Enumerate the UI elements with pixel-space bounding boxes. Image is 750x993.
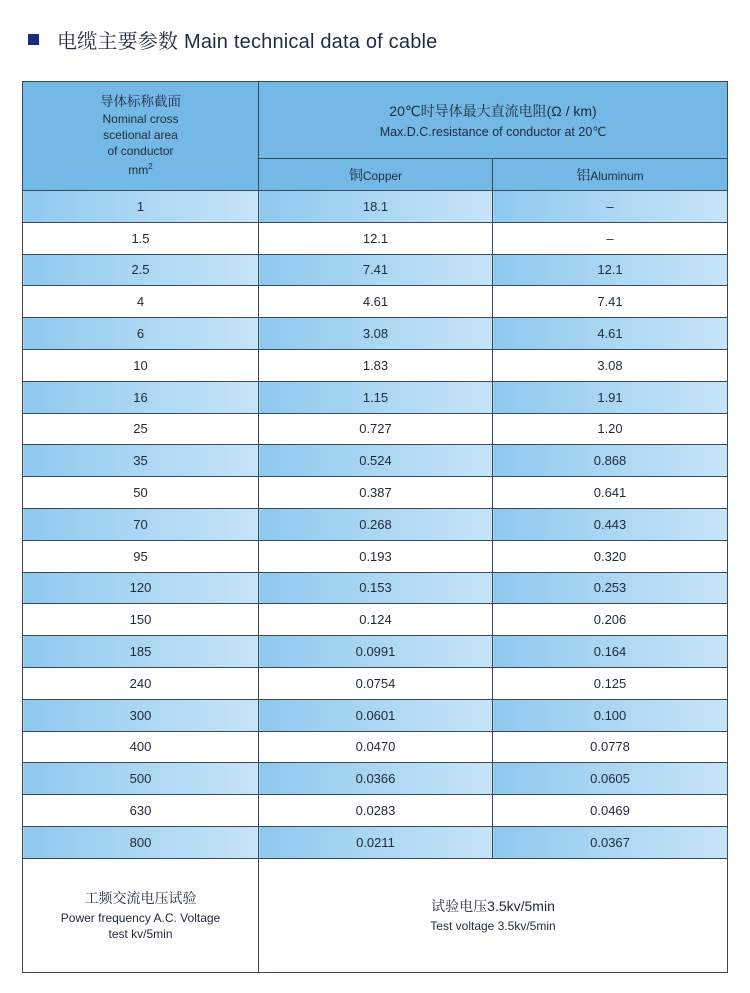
cell-aluminum: 0.0367 [493,826,728,858]
cell-copper: 0.0366 [259,763,493,795]
cell-copper: 0.0601 [259,699,493,731]
header-aluminum: 铝Aluminum [493,159,728,191]
cell-area: 300 [23,699,259,731]
header-cross-section-en-2: scetional area [103,128,178,142]
cell-area: 50 [23,477,259,509]
cell-area: 240 [23,667,259,699]
table-row [23,222,728,254]
cell-aluminum: 0.868 [493,445,728,477]
cell-aluminum: – [493,191,728,223]
cell-area: 500 [23,763,259,795]
voltage-test-row [23,858,728,972]
cell-area: 10 [23,349,259,381]
cell-copper: 0.0470 [259,731,493,763]
cell-aluminum: 0.0605 [493,763,728,795]
cell-aluminum: 4.61 [493,318,728,350]
cell-area: 800 [23,826,259,858]
cell-aluminum: 0.125 [493,667,728,699]
cell-area: 4 [23,286,259,318]
cell-aluminum: 0.164 [493,636,728,668]
table-row [23,795,728,827]
table-row [23,191,728,223]
cell-copper: 18.1 [259,191,493,223]
voltage-test-value: 试验电压3.5kv/5min Test voltage 3.5kv/5min [259,858,728,972]
cell-aluminum: 0.0469 [493,795,728,827]
cell-copper: 4.61 [259,286,493,318]
cell-aluminum: 7.41 [493,286,728,318]
cell-copper: 0.268 [259,508,493,540]
cell-area: 630 [23,795,259,827]
table-row [23,699,728,731]
table-row [23,477,728,509]
cell-area: 1.5 [23,222,259,254]
cell-area: 185 [23,636,259,668]
cell-area: 95 [23,540,259,572]
cell-area: 25 [23,413,259,445]
table-row [23,572,728,604]
cell-copper: 0.727 [259,413,493,445]
cell-aluminum: 0.641 [493,477,728,509]
cell-aluminum: 0.0778 [493,731,728,763]
table-row [23,667,728,699]
cell-aluminum: 1.91 [493,381,728,413]
header-copper: 铜Copper [259,159,493,191]
table-row [23,763,728,795]
cell-aluminum: 0.253 [493,572,728,604]
table-row [23,286,728,318]
cell-copper: 1.15 [259,381,493,413]
cell-area: 120 [23,572,259,604]
voltage-test-label: 工频交流电压试验 Power frequency A.C. Voltage test kv/5min [23,858,259,972]
table-row [23,731,728,763]
cell-area: 2.5 [23,254,259,286]
section-title-text: 电缆主要参数 Main technical data of cable [57,30,438,53]
square-bullet-icon [28,34,39,45]
cell-copper: 7.41 [259,254,493,286]
cell-copper: 0.0991 [259,636,493,668]
cell-copper: 0.193 [259,540,493,572]
cell-aluminum: 0.320 [493,540,728,572]
cell-copper: 1.83 [259,349,493,381]
cell-copper: 0.0211 [259,826,493,858]
cell-area: 35 [23,445,259,477]
table-row [23,636,728,668]
header-resistance [259,82,728,159]
table-row [23,381,728,413]
cell-copper: 0.153 [259,572,493,604]
table-row [23,604,728,636]
header-resistance-cn: 20℃时导体最大直流电阻(Ω / km) [389,103,597,119]
table-row [23,254,728,286]
cell-aluminum: 1.20 [493,413,728,445]
cell-area: 16 [23,381,259,413]
table-row [23,349,728,381]
header-cross-section-en-3: of conductor [107,144,174,158]
table-row [23,826,728,858]
header-resistance-en: Max.D.C.resistance of conductor at 20℃ [379,125,607,139]
table-row [23,413,728,445]
cell-area: 150 [23,604,259,636]
cell-copper: 0.124 [259,604,493,636]
cell-copper: 0.0754 [259,667,493,699]
cell-copper: 12.1 [259,222,493,254]
cell-copper: 0.387 [259,477,493,509]
cell-aluminum: 0.206 [493,604,728,636]
table-row [23,508,728,540]
cell-aluminum: 0.100 [493,699,728,731]
cell-area: 400 [23,731,259,763]
cell-copper: 0.0283 [259,795,493,827]
table-row [23,318,728,350]
cell-aluminum: 3.08 [493,349,728,381]
header-cross-section [23,82,259,191]
header-cross-section-en-1: Nominal cross [102,112,179,126]
cell-area: 70 [23,508,259,540]
cell-area: 6 [23,318,259,350]
cell-copper: 3.08 [259,318,493,350]
table-row [23,540,728,572]
cell-aluminum: 0.443 [493,508,728,540]
section-title [28,24,438,54]
cell-area: 1 [23,191,259,223]
cell-aluminum: 12.1 [493,254,728,286]
cell-copper: 0.524 [259,445,493,477]
cell-aluminum: – [493,222,728,254]
table-row [23,445,728,477]
header-cross-section-unit: $mm^2$ [128,162,153,177]
cable-data-table [22,81,728,973]
header-cross-section-cn: 导体标称截面 [100,94,181,109]
